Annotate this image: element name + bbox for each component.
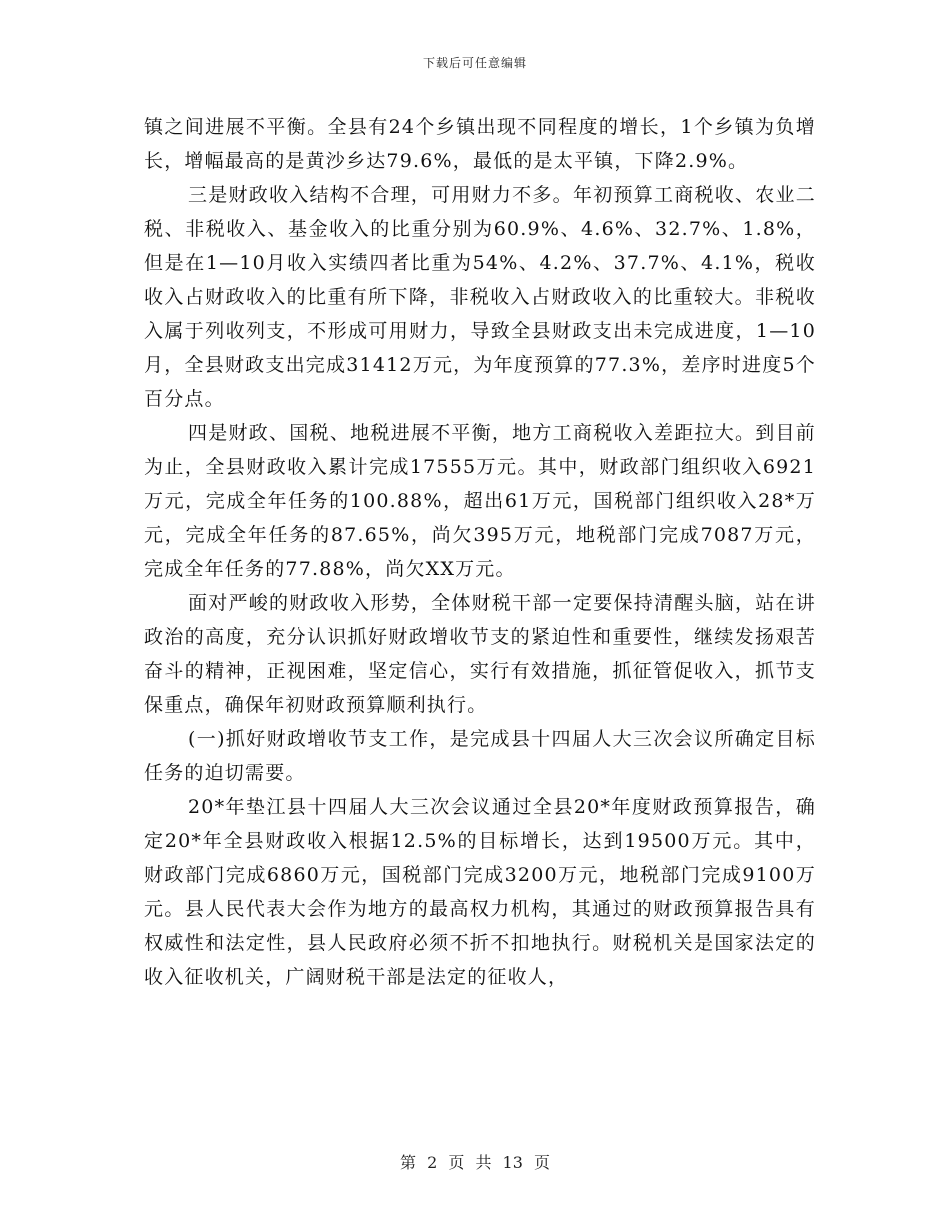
- paragraph-5: (一)抓好财政增收节支工作，是完成县十四届人大三次会议所确定目标任务的迫切需要。: [144, 728, 816, 784]
- document-body: [144, 110, 816, 994]
- paragraph-6: 20*年垫江县十四届人大三次会议通过全县20*年度财政预算报告，确定20*年全县财政收入根据12.5%的目标增长，达到19500万元。其中，财政部门完成6860万元，国税部门完成3200万元，地税部门完成9100万元。县人民代表大会作为地方的最高权力机构，其通过的财政预算报告具有权威性和法定性，县人民政府必须不折不扣地执行。财税机关是国家法定的收入征收机关，广阔财税干部是法定的征收人，: [144, 796, 816, 988]
- paragraph-2: 三是财政收入结构不合理，可用财力不多。年初预算工商税收、农业二税、非税收入、基金收入的比重分别为60.9%、4.6%、32.7%、1.8%，但是在1—10月收入实绩四者比重为54%、4.2%、37.7%、4.1%，税收收入占财政收入的比重有所下降，非税收入占财政收入的比重较大。非税收入属于列收列支，不形成可用财力，导致全县财政支出未完成进度，1—10月，全县财政支出完成31412万元，为年度预算的77.3%，差序时进度5个百分点。: [144, 184, 816, 410]
- paragraph-4: 面对严峻的财政收入形势，全体财税干部一定要保持清醒头脑，站在讲政治的高度，充分认识抓好财政增收节支的紧迫性和重要性，继续发扬艰苦奋斗的精神，正视困难，坚定信心，实行有效措施，抓征管促收入，抓节支保重点，确保年初财政预算顺利执行。: [144, 592, 816, 716]
- page-header: 下载后可任意编辑: [422, 56, 527, 70]
- paragraph-1: 镇之间进展不平衡。全县有24个乡镇出现不同程度的增长，1个乡镇为负增长，增幅最高的是黄沙乡达79.6%，最低的是太平镇，下降2.9%。: [144, 116, 816, 172]
- page-footer: 第 2 页 共 13 页: [400, 1153, 550, 1172]
- paragraph-3: 四是财政、国税、地税进展不平衡，地方工商税收入差距拉大。到目前为止，全县财政收入累计完成17555万元。其中，财政部门组织收入6921万元，完成全年任务的100.88%，超出61万元，国税部门组织收入28*万元，完成全年任务的87.65%，尚欠395万元，地税部门完成7087万元，完成全年任务的77.88%，尚欠XX万元。: [144, 422, 816, 580]
